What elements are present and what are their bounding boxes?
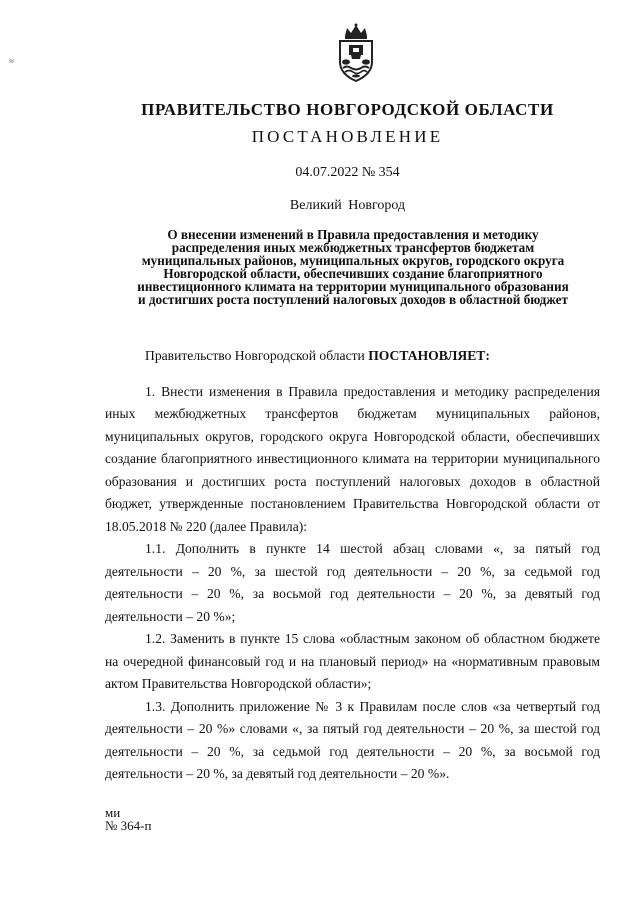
document-footer	[105, 806, 151, 832]
document-city: Великий Новгород	[289, 198, 406, 213]
document-body	[105, 345, 600, 786]
decree-lead: Правительство Новгородской области	[145, 348, 369, 363]
internal-number: № 364-п	[105, 818, 152, 833]
paragraph-1-3: 1.3. Дополнить приложение № 3 к Правилам после слов «за четвертый год деятельности – 20 %» словами «, за пятый год деятельности – 20 %, за шестой год деятельности – 20 %, за седьмой год деятельности – 20 %, за восьмой год деятельности – 20 %, за девятый год деятельности – 20 %».	[105, 698, 600, 781]
subject-line: и достигших роста поступлений налоговых доходов в областной бюджет	[137, 292, 569, 307]
document-subject	[100, 228, 606, 306]
document-type: ПОСТАНОВЛЕНИЕ	[251, 127, 444, 146]
decree-statement	[105, 345, 600, 368]
subject-line: муниципальных районов, муниципальных округов, городского округа	[141, 253, 565, 268]
organization-title: ПРАВИТЕЛЬСТВО НОВГОРОДСКОЙ ОБЛАСТИ	[141, 100, 554, 119]
document-date-number: 04.07.2022 № 354	[295, 165, 400, 180]
margin-mark: ≈	[9, 56, 14, 66]
paragraph-1: 1. Внести изменения в Правила предоставления и методику распределения иных межбюджетных трансфертов бюджетам муниципальных районов, муниципальных округов, городского округа Новгородской области, обеспечивших создание благоприятного инвестиционного климата на территории муниципального образования и достигших роста поступлений налоговых доходов в областной бюджет, утвержденные постановлением Правительства Новгородской области от 18.05.2018 № 220 (далее Правила):	[105, 383, 600, 534]
executor-initials: ми	[105, 805, 121, 820]
coat-of-arms-icon	[331, 22, 381, 84]
subject-line: распределения иных межбюджетных трансфертов бюджетам	[171, 240, 535, 255]
decree-keyword: ПОСТАНОВЛЯЕТ:	[368, 348, 490, 363]
subject-line: Новгородской области, обеспечивших создание благоприятного	[163, 266, 543, 281]
subject-line: инвестиционного климата на территории муниципального образования	[137, 279, 569, 294]
paragraph-1-2: 1.2. Заменить в пункте 15 слова «областным законом об областном бюджете на очередной финансовый год и на плановый период» на «нормативным правовым актом Правительства Новгородской области»;	[105, 631, 600, 691]
subject-line: О внесении изменений в Правила предоставления и методику	[167, 227, 539, 242]
paragraph-1-1: 1.1. Дополнить в пункте 14 шестой абзац словами «, за пятый год деятельности – 20 %, за шестой год деятельности – 20 %, за седьмой год деятельности – 20 %, за восьмой год деятельности – 20 %, за девятый год деятельности – 20 %»;	[105, 541, 600, 624]
